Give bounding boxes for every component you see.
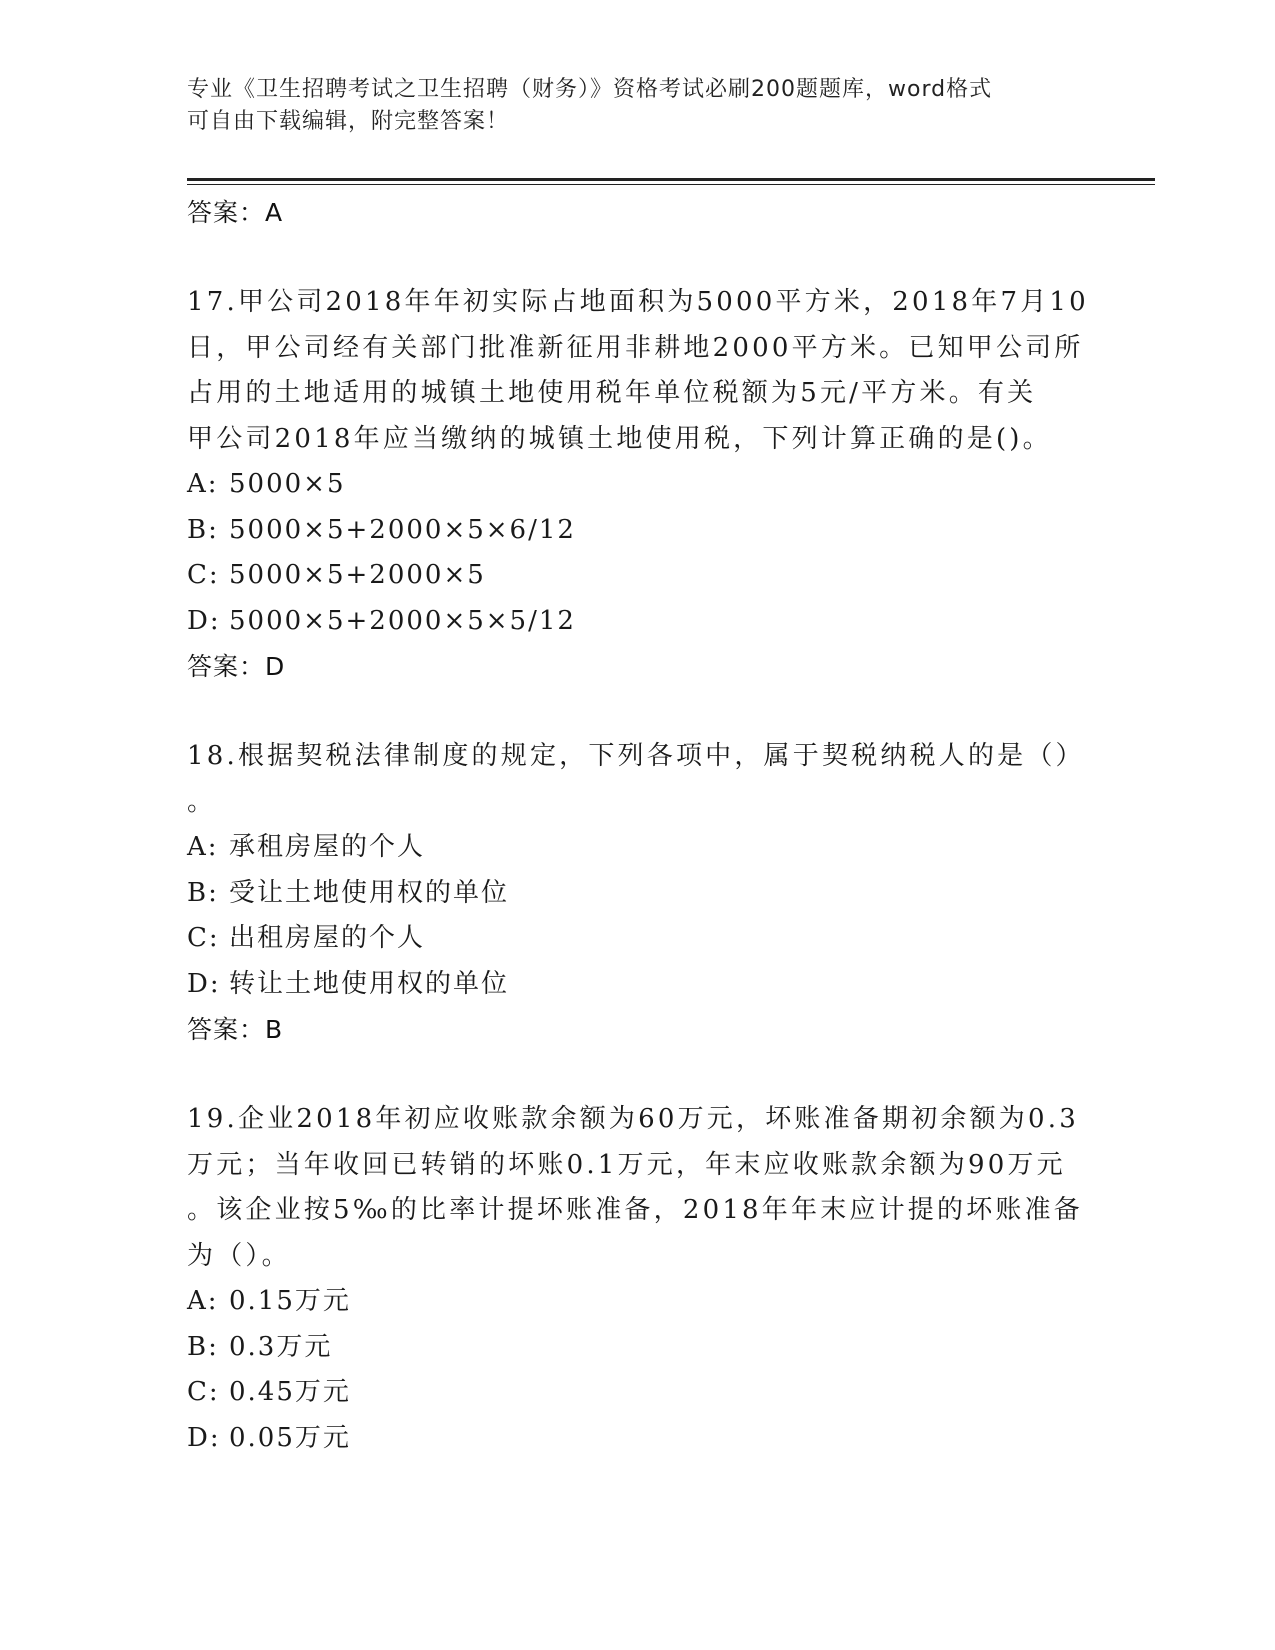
question-line: 万元；当年收回已转销的坏账0.1万元，年末应收账款余额为90万元: [187, 1149, 1066, 1180]
answer-line: 答案：D: [187, 652, 286, 681]
option-text: 5000×5: [229, 469, 346, 499]
question-list: [187, 190, 1087, 1461]
option-text: 0.45万元: [229, 1377, 351, 1407]
option-text: 5000×5+2000×5×6/12: [229, 514, 576, 545]
option-text: 0.15万元: [229, 1286, 351, 1316]
header-line-1: 专业《卫生招聘考试之卫生招聘（财务）》资格考试必刷200题题库，word格式: [187, 77, 993, 102]
option-key: B:: [187, 514, 219, 545]
question-line: 。: [187, 786, 217, 817]
option-text: 0.3万元: [229, 1331, 333, 1362]
option-a: [187, 825, 1087, 871]
option-b: [187, 508, 1087, 554]
option-text: 出租房屋的个人: [229, 923, 426, 953]
option-d: [187, 1416, 1087, 1462]
question-line: 17.甲公司2018年年初实际占地面积为5000平方米，2018年7月10: [187, 287, 1089, 317]
option-key: B:: [187, 1331, 219, 1362]
answer-line: 答案：B: [187, 1015, 284, 1044]
option-c: [187, 553, 1087, 599]
option-key: A:: [187, 469, 219, 499]
option-key: D:: [187, 968, 221, 999]
header-divider-thick: [187, 178, 1155, 181]
question-line: 。该企业按5‰的比率计提坏账准备，2018年年末应计提的坏账准备: [187, 1195, 1083, 1225]
previous-answer: 答案：A: [187, 198, 284, 227]
document-header: [187, 74, 1067, 138]
option-key: D:: [187, 605, 221, 636]
question-19: [187, 1097, 1087, 1461]
spacer: [187, 690, 1087, 734]
question-line: 18.根据契税法律制度的规定，下列各项中，属于契税纳税人的是（）: [187, 741, 1085, 771]
question-line: 甲公司2018年应当缴纳的城镇土地使用税，下列计算正确的是()。: [187, 423, 1052, 454]
option-key: A:: [187, 1286, 219, 1316]
option-key: B:: [187, 877, 219, 908]
header-divider-thin: [187, 184, 1155, 185]
option-c: [187, 1370, 1087, 1416]
question-17: [187, 280, 1087, 690]
option-a: [187, 462, 1087, 508]
question-line: 为（）。: [187, 1240, 291, 1271]
question-line: 占用的土地适用的城镇土地使用税年单位税额为5元/平方米。有关: [187, 378, 1037, 408]
option-d: [187, 962, 1087, 1008]
spacer: [187, 1053, 1087, 1097]
option-key: C:: [187, 560, 220, 590]
question-line: 19.企业2018年初应收账款余额为60万元，坏账准备期初余额为0.3: [187, 1104, 1079, 1134]
option-b: [187, 871, 1087, 917]
option-text: 转让土地使用权的单位: [229, 968, 510, 999]
question-text: [187, 280, 1087, 462]
option-key: C:: [187, 923, 220, 953]
option-b: [187, 1325, 1087, 1371]
option-text: 5000×5+2000×5×5/12: [229, 605, 576, 636]
option-key: C:: [187, 1377, 220, 1407]
option-text: 受让土地使用权的单位: [229, 877, 510, 908]
question-18: [187, 734, 1087, 1053]
option-key: A:: [187, 832, 219, 862]
question-text: [187, 1097, 1087, 1279]
question-text: [187, 734, 1087, 825]
spacer: [187, 236, 1087, 280]
header-line-2: 可自由下载编辑，附完整答案！: [187, 109, 510, 134]
option-d: [187, 599, 1087, 645]
option-a: [187, 1279, 1087, 1325]
option-text: 0.05万元: [229, 1422, 351, 1453]
option-key: D:: [187, 1422, 221, 1453]
option-c: [187, 916, 1087, 962]
question-line: 日，甲公司经有关部门批准新征用非耕地2000平方米。已知甲公司所: [187, 332, 1084, 363]
option-text: 5000×5+2000×5: [229, 560, 486, 590]
option-text: 承租房屋的个人: [229, 832, 426, 862]
